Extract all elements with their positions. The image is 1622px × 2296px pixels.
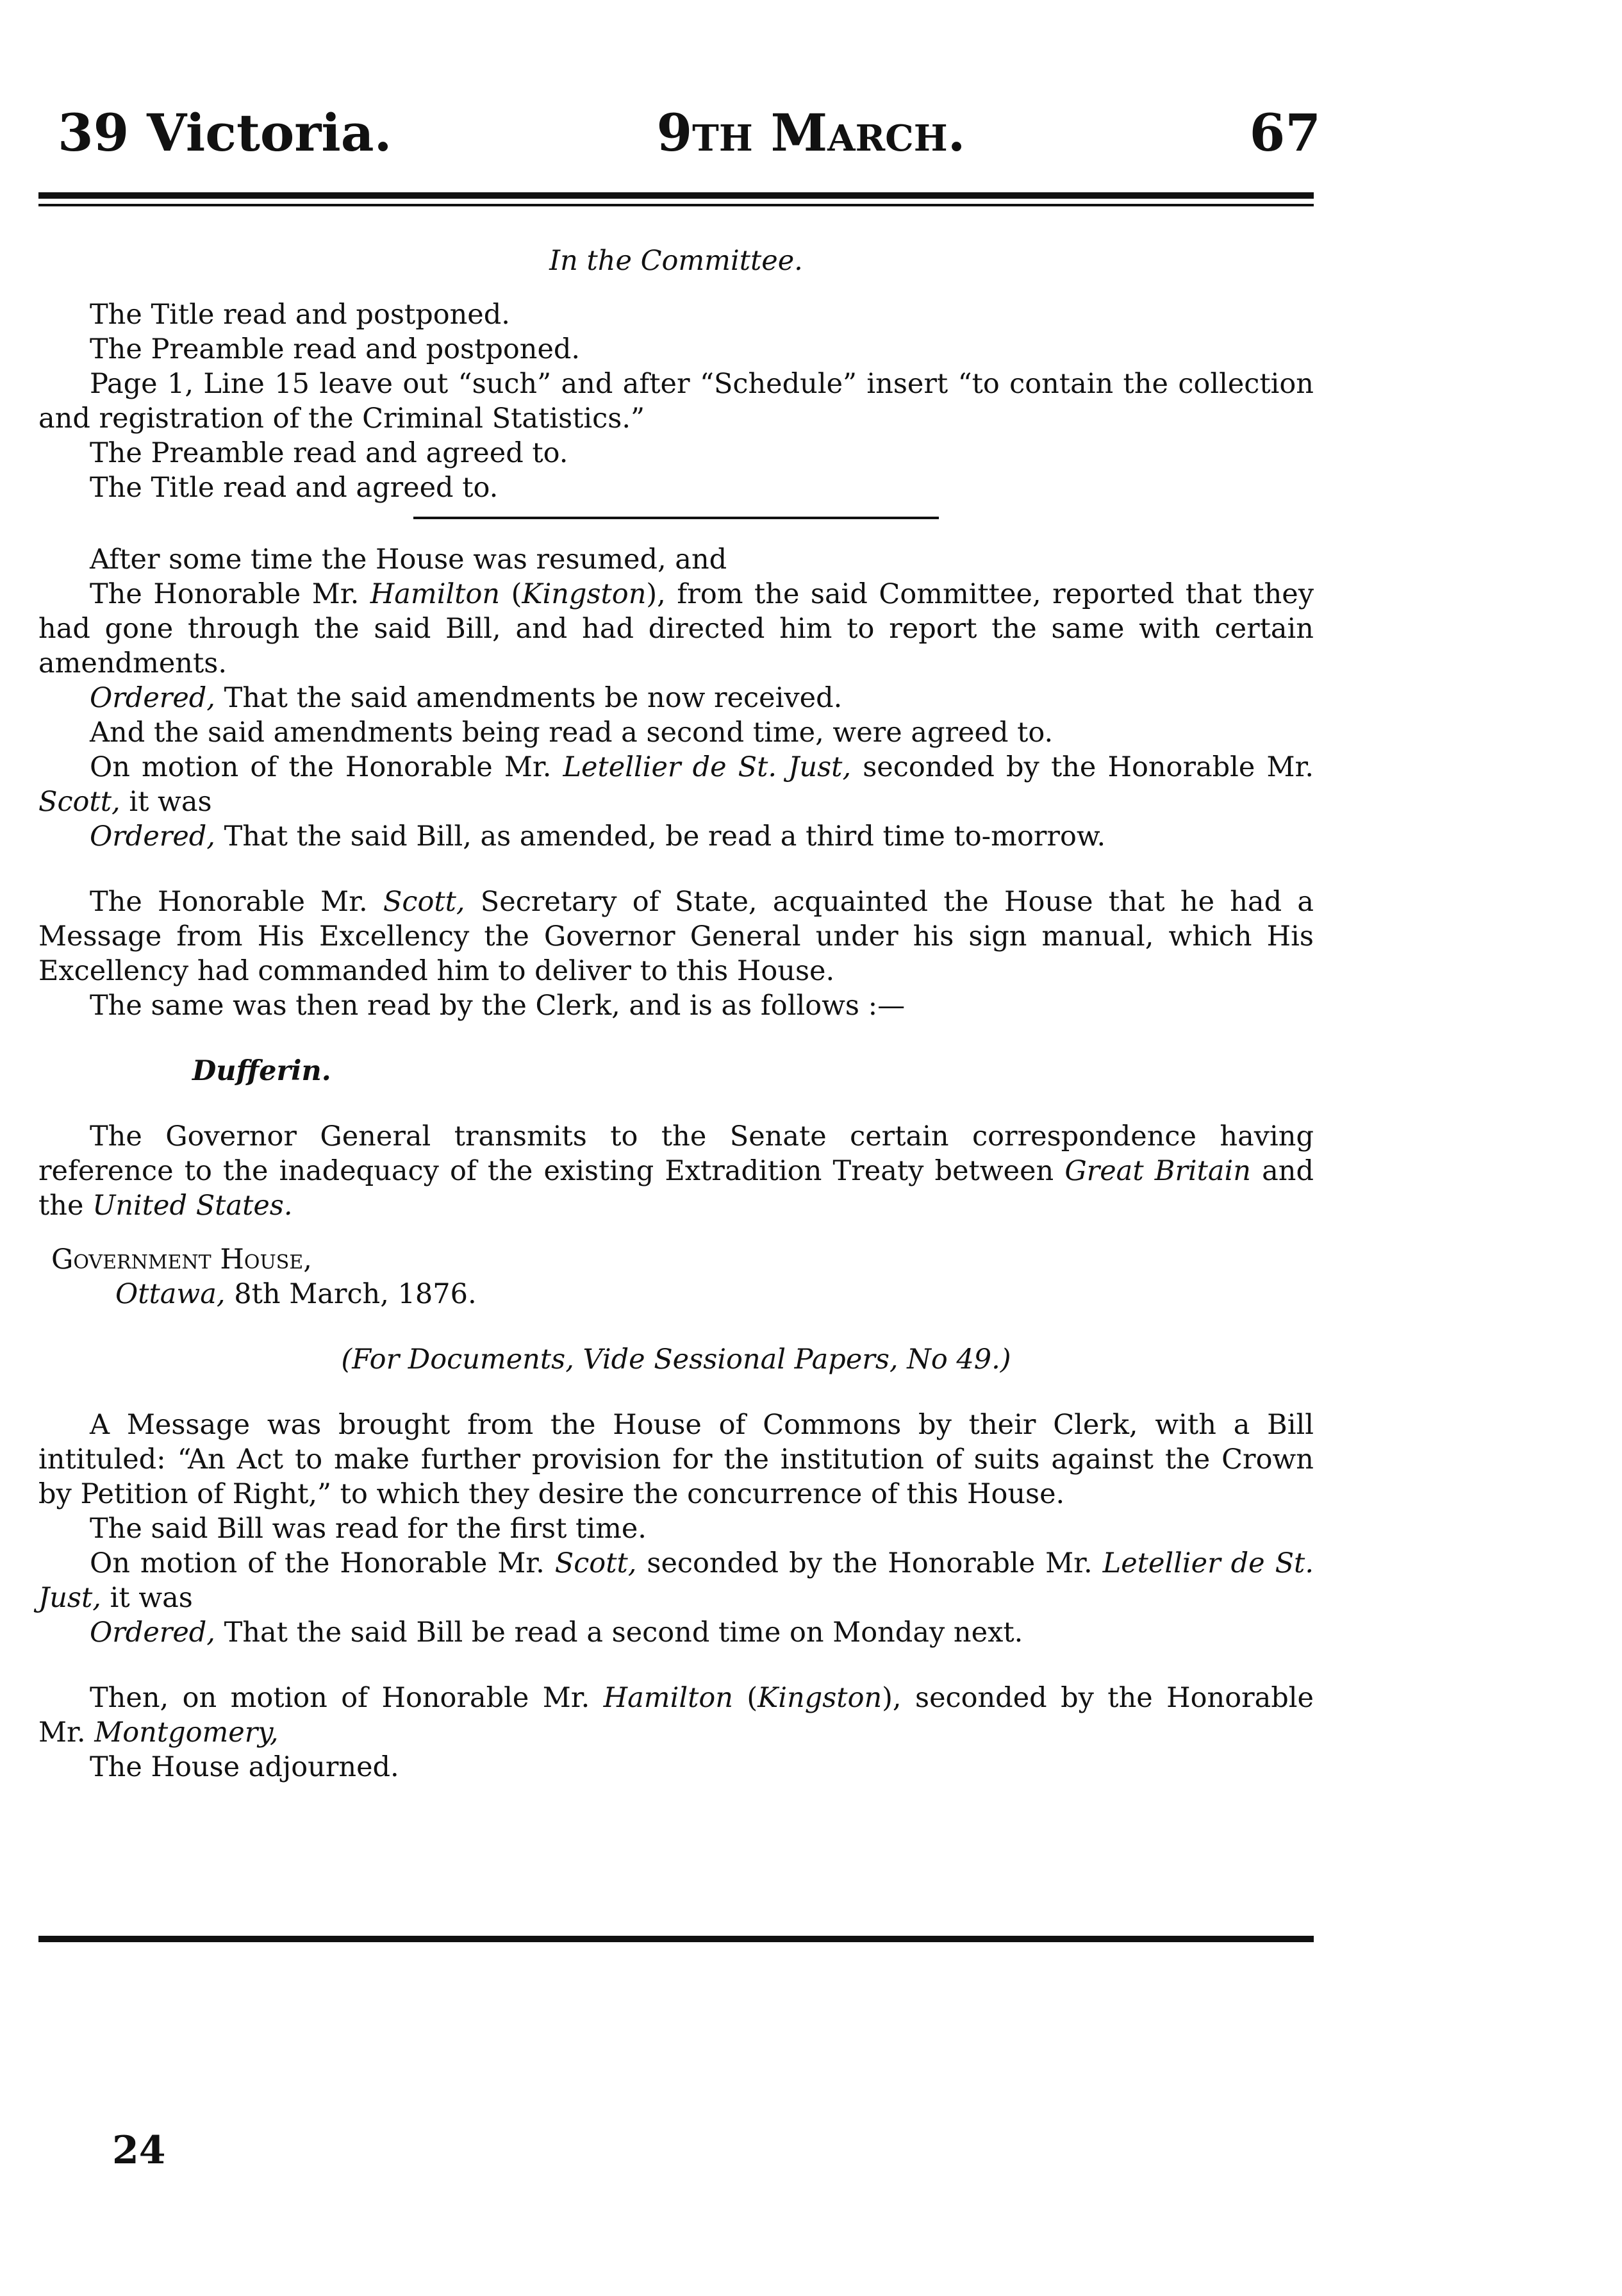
ordered-paragraph: Ordered, That the said Bill be read a second time on Monday next. (90, 1617, 1023, 1649)
committee-line: The Title read and postponed. (90, 299, 510, 331)
government-house: Government House, (51, 1244, 312, 1276)
ordered-paragraph: Ordered, That the said Bill, as amended, be read a third time to-morrow. (90, 820, 1106, 853)
header-rule-thin (38, 204, 1314, 206)
footer-rule (38, 1936, 1314, 1942)
motion-paragraph: On motion of the Honorable Mr. Letellier de St. Just, seconded by the Honorable Mr. Scott, it was (38, 751, 1314, 818)
committee-line: The Preamble read and agreed to. (90, 437, 568, 469)
adjourn-motion: Then, on motion of Honorable Mr. Hamilton (Kingston), seconded by the Honorable Mr. Montgomery, (38, 1682, 1314, 1749)
message-body: The Governor General transmits to the Senate certain correspondence having reference to the inadequacy of the existing Extradition Treaty between Great Britain and the United States. (38, 1120, 1314, 1222)
committee-heading: In the Committee. (549, 245, 803, 277)
commons-paragraph: The said Bill was read for the first time. (90, 1513, 647, 1545)
report-paragraph: After some time the House was resumed, and (90, 544, 727, 576)
header-rule (38, 192, 1314, 199)
signature-dufferin: Dufferin. (192, 1055, 331, 1087)
message-date: Ottawa, 8th March, 1876. (115, 1278, 477, 1310)
message-paragraph: The Honorable Mr. Scott, Secretary of State, acquainted the House that he had a Message from His Excellency the Governor General under his sign manual, which His Excellency had commanded him to deliver to this House. (38, 886, 1314, 987)
report-paragraph: And the said amendments being read a second time, were agreed to. (90, 717, 1054, 749)
page-header (0, 103, 1622, 179)
committee-line: The Title read and agreed to. (90, 472, 499, 504)
message-paragraph: The same was then read by the Clerk, and is as follows :— (90, 990, 906, 1022)
report-paragraph: The Honorable Mr. Hamilton (Kingston), from the said Committee, reported that they had gone through the said Bill, and had directed him to report the same with certain amendments. (38, 578, 1314, 679)
documents-reference: (For Documents, Vide Sessional Papers, No 49.) (341, 1343, 1011, 1376)
ordered-paragraph: Ordered, That the said amendments be now received. (90, 682, 843, 714)
header-date: 9th March. (656, 103, 966, 163)
adjourn-statement: The House adjourned. (90, 1751, 399, 1783)
header-page-number: 67 (1249, 103, 1321, 163)
committee-line: Page 1, Line 15 leave out “such” and after “Schedule” insert “to contain the collection and registration of the Criminal Statistics.” (38, 368, 1314, 435)
section-divider (413, 517, 939, 519)
motion-paragraph: On motion of the Honorable Mr. Scott, seconded by the Honorable Mr. Letellier de St. Just, it was (38, 1547, 1314, 1614)
commons-message: A Message was brought from the House of Commons by their Clerk, with a Bill intituled: “An Act to make further provision for the institution of suits against the Crown by Petition of Right,” to which they desire the concurrence of this House. (38, 1409, 1314, 1510)
header-session: 39 Victoria. (58, 103, 392, 163)
body-text (38, 244, 1314, 1784)
committee-line: The Preamble read and postponed. (90, 333, 581, 365)
signature-mark: 24 (112, 2128, 166, 2173)
